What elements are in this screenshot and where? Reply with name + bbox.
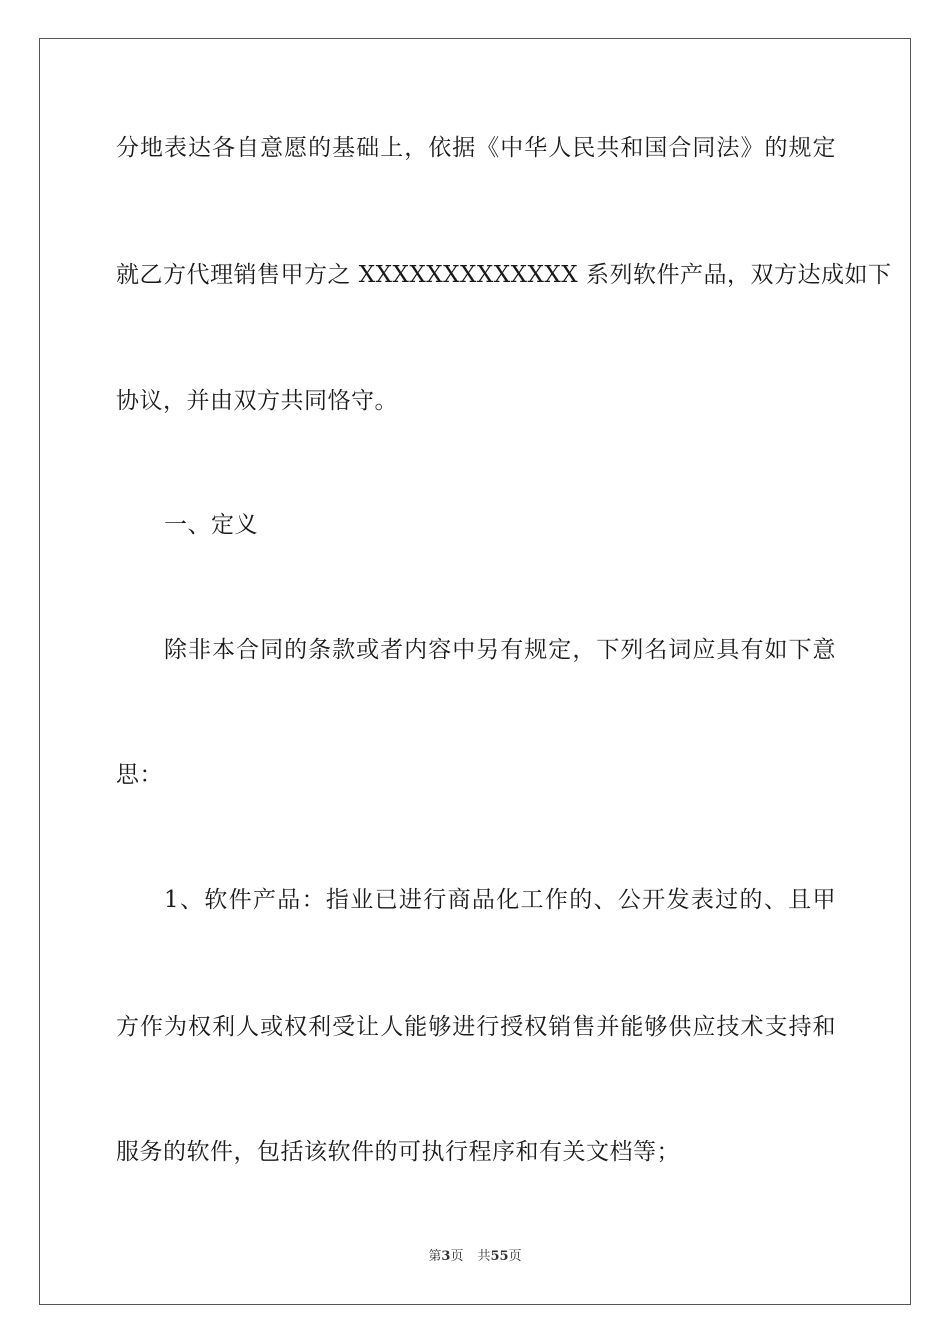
body-line-6: 思： xyxy=(116,762,163,788)
body-line-8: 方作为权利人或权利受让人能够进行授权销售并能够供应技术支持和 xyxy=(116,1014,836,1040)
section-heading-definitions: 一、定义 xyxy=(164,512,258,538)
page-frame xyxy=(39,38,911,1305)
body-line-9: 服务的软件，包括该软件的可执行程序和有关文档等； xyxy=(116,1139,680,1165)
footer-page-number: 3 xyxy=(441,1249,451,1264)
body-line-2: 就乙方代理销售甲方之 XXXXXXXXXXXXX 系列软件产品，双方达成如下 xyxy=(116,262,892,288)
footer-total-suffix: 页 xyxy=(508,1249,522,1264)
body-line-1: 分地表达各自意愿的基础上，依据《中华人民共和国合同法》的规定 xyxy=(116,135,836,161)
footer-total-prefix: 共 xyxy=(477,1249,491,1264)
body-line-3: 协议，并由双方共同恪守。 xyxy=(116,388,398,414)
footer-page-suffix: 页 xyxy=(450,1249,464,1264)
footer-total-pages: 55 xyxy=(490,1249,509,1264)
page-footer xyxy=(0,1248,950,1266)
body-line-5: 除非本合同的条款或者内容中另有规定，下列名词应具有如下意 xyxy=(164,637,836,663)
footer-page-prefix: 第 xyxy=(428,1249,442,1264)
body-line-7: 1、软件产品：指业已进行商品化工作的、公开发表过的、且甲 xyxy=(164,887,836,913)
